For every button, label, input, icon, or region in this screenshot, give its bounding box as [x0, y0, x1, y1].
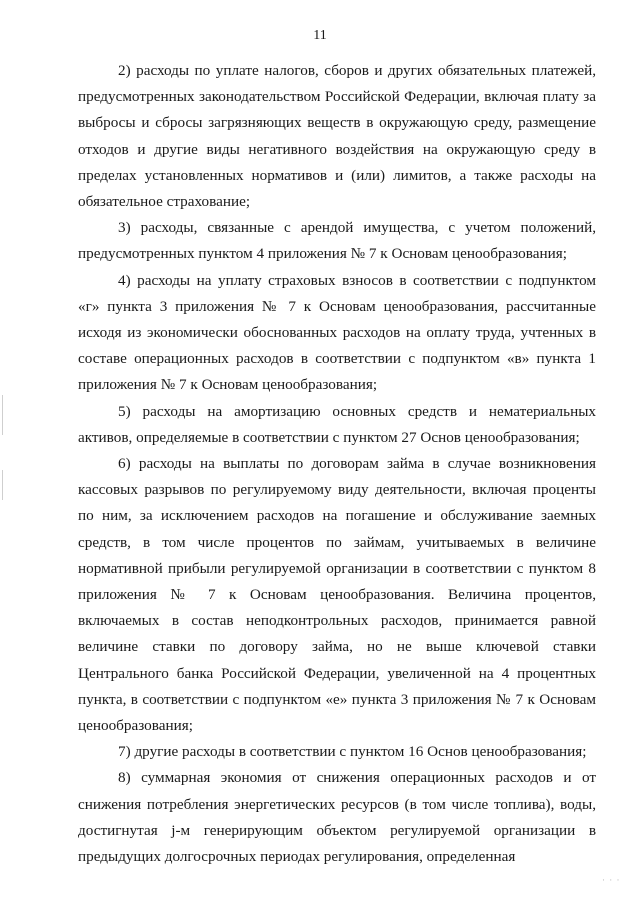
scan-artifact: · · · [602, 875, 621, 885]
paragraph-item-4: 4) расходы на уплату страховых взносов в соответствии с подпунктом «г» пункта 3 приложения № 7 к Основам ценообразования, рассчитанные исходя из экономически обоснованных расходов на оплату труда, учтенных в составе операционных расходов в соответствии с подпунктом «в» пункта 1 приложения № 7 к Основам ценообразования; [78, 271, 596, 394]
paragraph-item-6: 6) расходы на выплаты по договорам займа в случае возникновения кассовых разрывов по регулируемому виду деятельности, включая проценты по ним, за исключением расходов на погашение и обслуживание заемных средств, в том числе процентов по займам, учитываемых в величине нормативной прибыли регулируемой организации в соответствии с пунктом 8 приложения № 7 к Основам ценообразования. Величина процентов, включаемых в состав неподконтрольных расходов, принимается равной величине ставки по договору займа, но не выше ключевой ставки Центрального банка Российской Федерации, увеличенной на 4 процентных пункта, в соответствии с подпунктом «е» пункта 3 приложения № 7 к Основам ценообразования; [78, 455, 596, 735]
paragraph-item-7: 7) другие расходы в соответствии с пунктом 16 Основ ценообразования; [118, 743, 587, 761]
scan-edge-mark [2, 470, 3, 500]
paragraph-item-8: 8) суммарная экономия от снижения операционных расходов и от снижения потребления энергетических ресурсов (в том числе топлива), воды, достигнутая j-м генерирующим объектом регулируемой организации в предыдущих долгосрочных периодах регулирования, определенная [78, 769, 596, 866]
paragraph-item-5: 5) расходы на амортизацию основных средств и нематериальных активов, определяемые в соответствии с пунктом 27 Основ ценообразования; [78, 402, 596, 446]
paragraph-item-2: 2) расходы по уплате налогов, сборов и других обязательных платежей, предусмотренных законодательством Российской Федерации, включая плату за выбросы и сбросы загрязняющих веществ в окружающую среду, размещение отходов и другие виды негативного воздействия на окружающую среду в пределах установленных нормативов и (или) лимитов, а также расходы на обязательное страхование; [78, 62, 596, 211]
paragraph-item-3: 3) расходы, связанные с арендой имущества, с учетом положений, предусмотренных пунктом 4 приложения № 7 к Основам ценообразования; [78, 219, 596, 263]
document-body [78, 58, 596, 870]
scan-edge-mark [2, 395, 3, 435]
page-number: 11 [313, 28, 327, 43]
